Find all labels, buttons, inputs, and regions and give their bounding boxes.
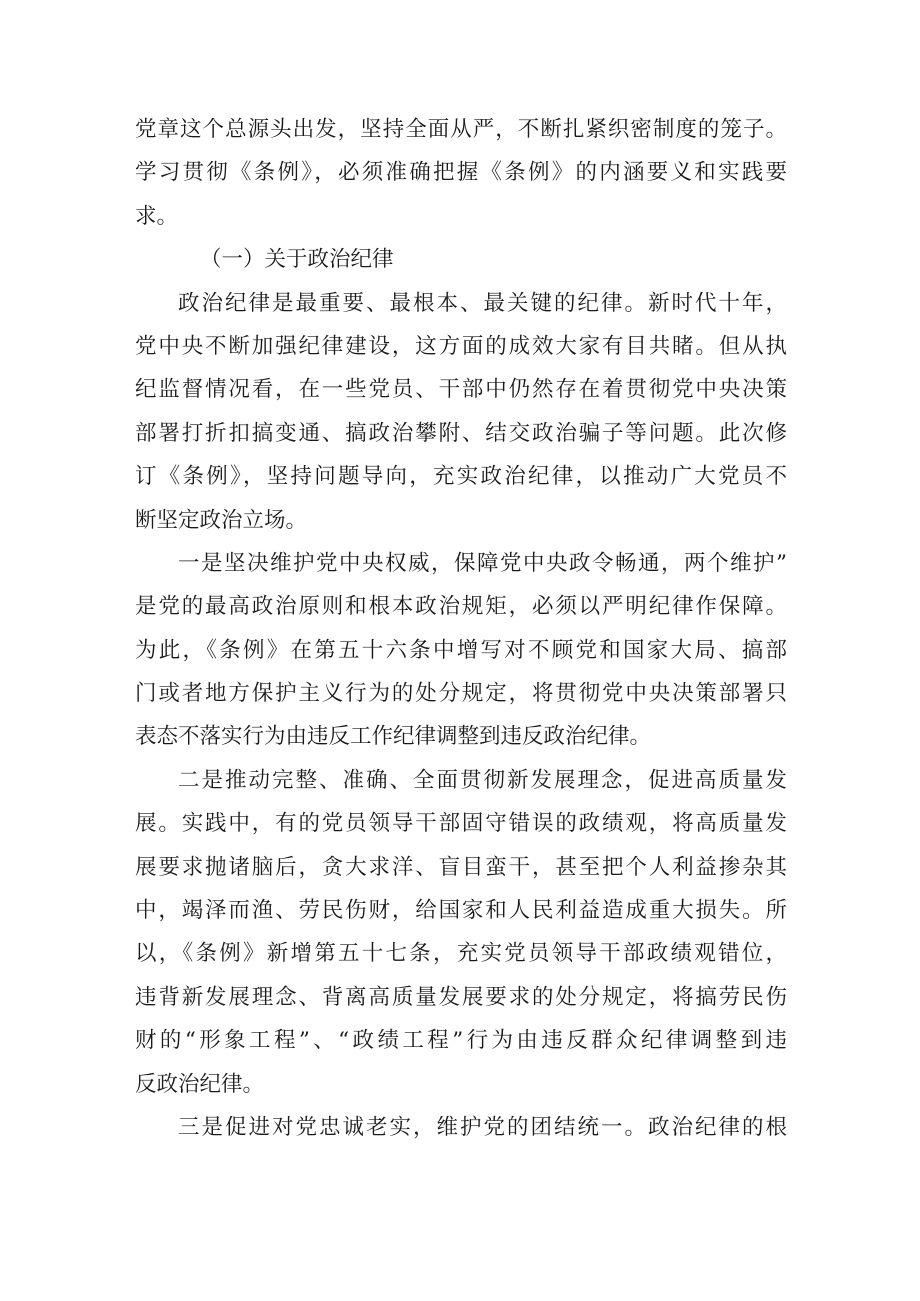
text-line: 展要求抛诸脑后，贪大求洋、盲目蛮干，甚至把个人利益掺杂其 [135, 854, 787, 880]
text-line: 党章这个总源头出发，坚持全面从严，不断扎紧织密制度的笼子。 [135, 117, 787, 142]
text-line: 纪监督情况看，在一些党员、干部中仍然存在着贯彻党中央决策 [135, 377, 787, 403]
text-line: 学习贯彻《条例》，必须准确把握《条例》的内涵要义和实践要 [135, 160, 787, 186]
text-line: 违背新发展理念、背离高质量发展要求的处分规定，将搞劳民伤 [135, 984, 787, 1010]
text-line: 展。实践中，有的党员领导干部固守错误的政绩观，将高质量发 [135, 811, 787, 837]
text-line: 断坚定政治立场。 [135, 507, 308, 533]
text-line: 部署打折扣搞变通、搞政治攀附、结交政治骗子等问题。此次修 [135, 420, 787, 446]
text-line: 求。 [135, 203, 179, 229]
text-line: 门或者地方保护主义行为的处分规定，将贯彻党中央决策部署只 [135, 681, 787, 707]
paragraph-first-line: 政治纪律是最重要、最根本、最关键的纪律。新时代十年， [178, 290, 787, 316]
text-line: 党中央不断加强纪律建设，这方面的成效大家有目共睹。但从执 [135, 333, 787, 359]
text-line: 以，《条例》新增第五十七条，充实党员领导干部政绩观错位， [135, 941, 787, 967]
text-line: 中，竭泽而渔、劳民伤财，给国家和人民利益造成重大损失。所 [135, 898, 787, 924]
paragraph-first-line: 三是促进对党忠诚老实，维护党的团结统一。政治纪律的根 [178, 1114, 787, 1140]
paragraph-first-line: 一是坚决维护党中央权威，保障党中央政令畅通，两个维护” [178, 550, 787, 576]
text-line: 表态不落实行为由违反工作纪律调整到违反政治纪律。 [135, 724, 652, 750]
paragraph-first-line: 二是推动完整、准确、全面贯彻新发展理念，促进高质量发 [178, 767, 787, 793]
text-line: 为此，《条例》在第五十六条中增写对不顾党和国家大局、搞部 [135, 637, 787, 663]
text-line: 财的“形象工程”、“政绩工程”行为由违反群众纪律调整到违 [135, 1028, 787, 1054]
document-body [135, 108, 787, 1149]
text-line: 订《条例》，坚持问题导向，充实政治纪律，以推动广大党员不 [135, 464, 787, 490]
text-line: 反政治纪律。 [135, 1071, 265, 1097]
text-line: 是党的最高政治原则和根本政治规矩，必须以严明纪律作保障。 [135, 594, 787, 620]
section-heading: （一）关于政治纪律 [200, 247, 394, 273]
